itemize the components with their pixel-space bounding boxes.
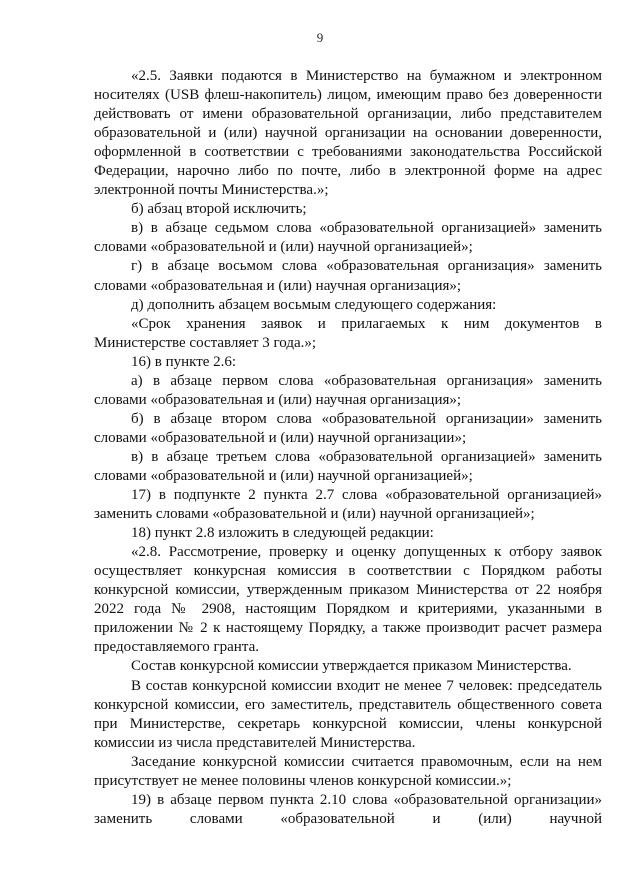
paragraph-16: 16) в пункте 2.6: [131,353,237,370]
document-body [94,67,602,829]
paragraph-16-v: в) в абзаце третьем слова «образовательной организацией» заменить словами «образовательной и (или) научной организацией»; [94,448,602,484]
paragraph-19: 19) в абзаце первом пункта 2.10 слова «образовательной организации» заменить словами «образовательной и (или) научной [94,791,602,827]
paragraph-17: 17) в подпункте 2 пункта 2.7 слова «образовательной организацией» заменить словами «образовательной и (или) научной организацией»; [94,487,602,523]
paragraph-2-8: «2.8. Рассмотрение, проверку и оценку допущенных к отбору заявок осуществляет конкурсная комиссия в соответствии с Порядком работы конкурсной комиссии, утвержденным приказом Министерства от 22 ноября 2022 года № 2908, настоящим Порядком и критериями, указанными в приложении № 2 к настоящему Порядку, а также производит расчет размера предоставляемого гранта. [94,544,602,656]
paragraph-b-exclude: б) абзац второй исключить; [131,201,307,218]
paragraph-g-eighth: г) в абзаце восьмом слова «образовательная организация» заменить словами «образовательная и (или) научная организация»; [94,258,602,294]
paragraph-d-add: д) дополнить абзацем восьмым следующего содержания: [131,296,497,313]
paragraph-18: 18) пункт 2.8 изложить в следующей редакции: [131,525,434,542]
paragraph-commission-members: В состав конкурсной комиссии входит не менее 7 человек: председатель конкурсной комиссии, его заместитель, представитель общественного совета при Министерстве, секретарь конкурсной комиссии, члены конкурсной комиссии из числа представителей Министерства. [94,677,602,751]
paragraph-16-a: а) в абзаце первом слова «образовательная организация» заменить словами «образовательная и (или) научная организация»; [94,372,602,408]
paragraph-quorum: Заседание конкурсной комиссии считается правомочным, если на нем присутствует не менее половины членов конкурсной комиссии.»; [94,753,602,789]
paragraph-2-5: «2.5. Заявки подаются в Министерство на бумажном и электронном носителях (USB флеш-накопитель) лицом, имеющим право без доверенности действовать от имени образовательной организации, либо представителем образовательной и (или) научной организации на основании доверенности, оформленной в соответствии с требованиями законодательства Российской Федерации, нарочно либо по почте, либо в электронной форме на адрес электронной почты Министерства.»; [94,68,602,199]
paragraph-16-b: б) в абзаце втором слова «образовательной организации» заменить словами «образовательной и (или) научной организации»; [94,410,602,446]
page-number: 9 [316,30,324,45]
paragraph-commission-composition: Состав конкурсной комиссии утверждается приказом Министерства. [131,658,572,675]
paragraph-storage-term: «Срок хранения заявок и прилагаемых к ним документов в Министерстве составляет 3 года.»; [94,315,602,351]
paragraph-v-seventh: в) в абзаце седьмом слова «образовательной организацией» заменить словами «образовательной и (или) научной организацией»; [94,220,602,256]
